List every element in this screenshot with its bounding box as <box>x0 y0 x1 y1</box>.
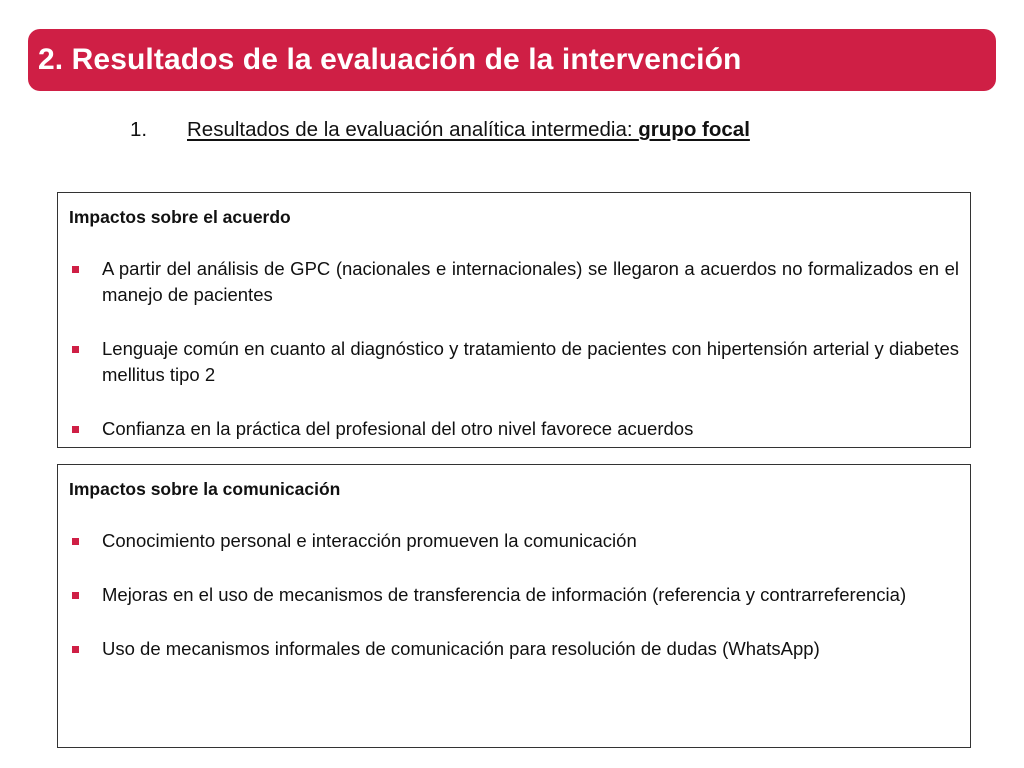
list-item-text: Conocimiento personal e interacción promueven la comunicación <box>102 530 637 551</box>
square-bullet-icon <box>72 592 79 599</box>
agreement-impacts-box <box>57 192 971 448</box>
list-item <box>69 528 959 554</box>
square-bullet-icon <box>72 346 79 353</box>
square-bullet-icon <box>72 646 79 653</box>
box-heading: Impactos sobre el acuerdo <box>69 207 291 227</box>
list-item <box>69 256 959 308</box>
list-item-text: Confianza en la práctica del profesional del otro nivel favorece acuerdos <box>102 418 694 439</box>
title-banner <box>28 29 996 91</box>
square-bullet-icon <box>72 426 79 433</box>
subtitle-text-plain: Resultados de la evaluación analítica intermedia: <box>187 118 639 141</box>
box-heading: Impactos sobre la comunicación <box>69 479 341 499</box>
subtitle-text <box>187 118 750 141</box>
list-item <box>69 636 959 662</box>
page-title: 2. Resultados de la evaluación de la intervención <box>38 43 742 76</box>
square-bullet-icon <box>72 538 79 545</box>
list-item-text: Uso de mecanismos informales de comunicación para resolución de dudas (WhatsApp) <box>102 638 820 659</box>
subtitle-text-bold: grupo focal <box>638 118 750 141</box>
subtitle <box>130 118 750 142</box>
square-bullet-icon <box>72 266 79 273</box>
list-item <box>69 336 959 388</box>
list-item-text: A partir del análisis de GPC (nacionales e internacionales) se llegaron a acuerdos no formalizados en el manejo de pacientes <box>102 258 959 305</box>
list-item <box>69 416 959 442</box>
list-item <box>69 582 959 608</box>
list-item-text: Mejoras en el uso de mecanismos de transferencia de información (referencia y contrarreferencia) <box>102 584 907 605</box>
communication-impacts-box <box>57 464 971 748</box>
subtitle-number: 1. <box>130 118 148 141</box>
list-item-text: Lenguaje común en cuanto al diagnóstico y tratamiento de pacientes con hipertensión arterial y diabetes mellitus tipo 2 <box>102 338 959 385</box>
